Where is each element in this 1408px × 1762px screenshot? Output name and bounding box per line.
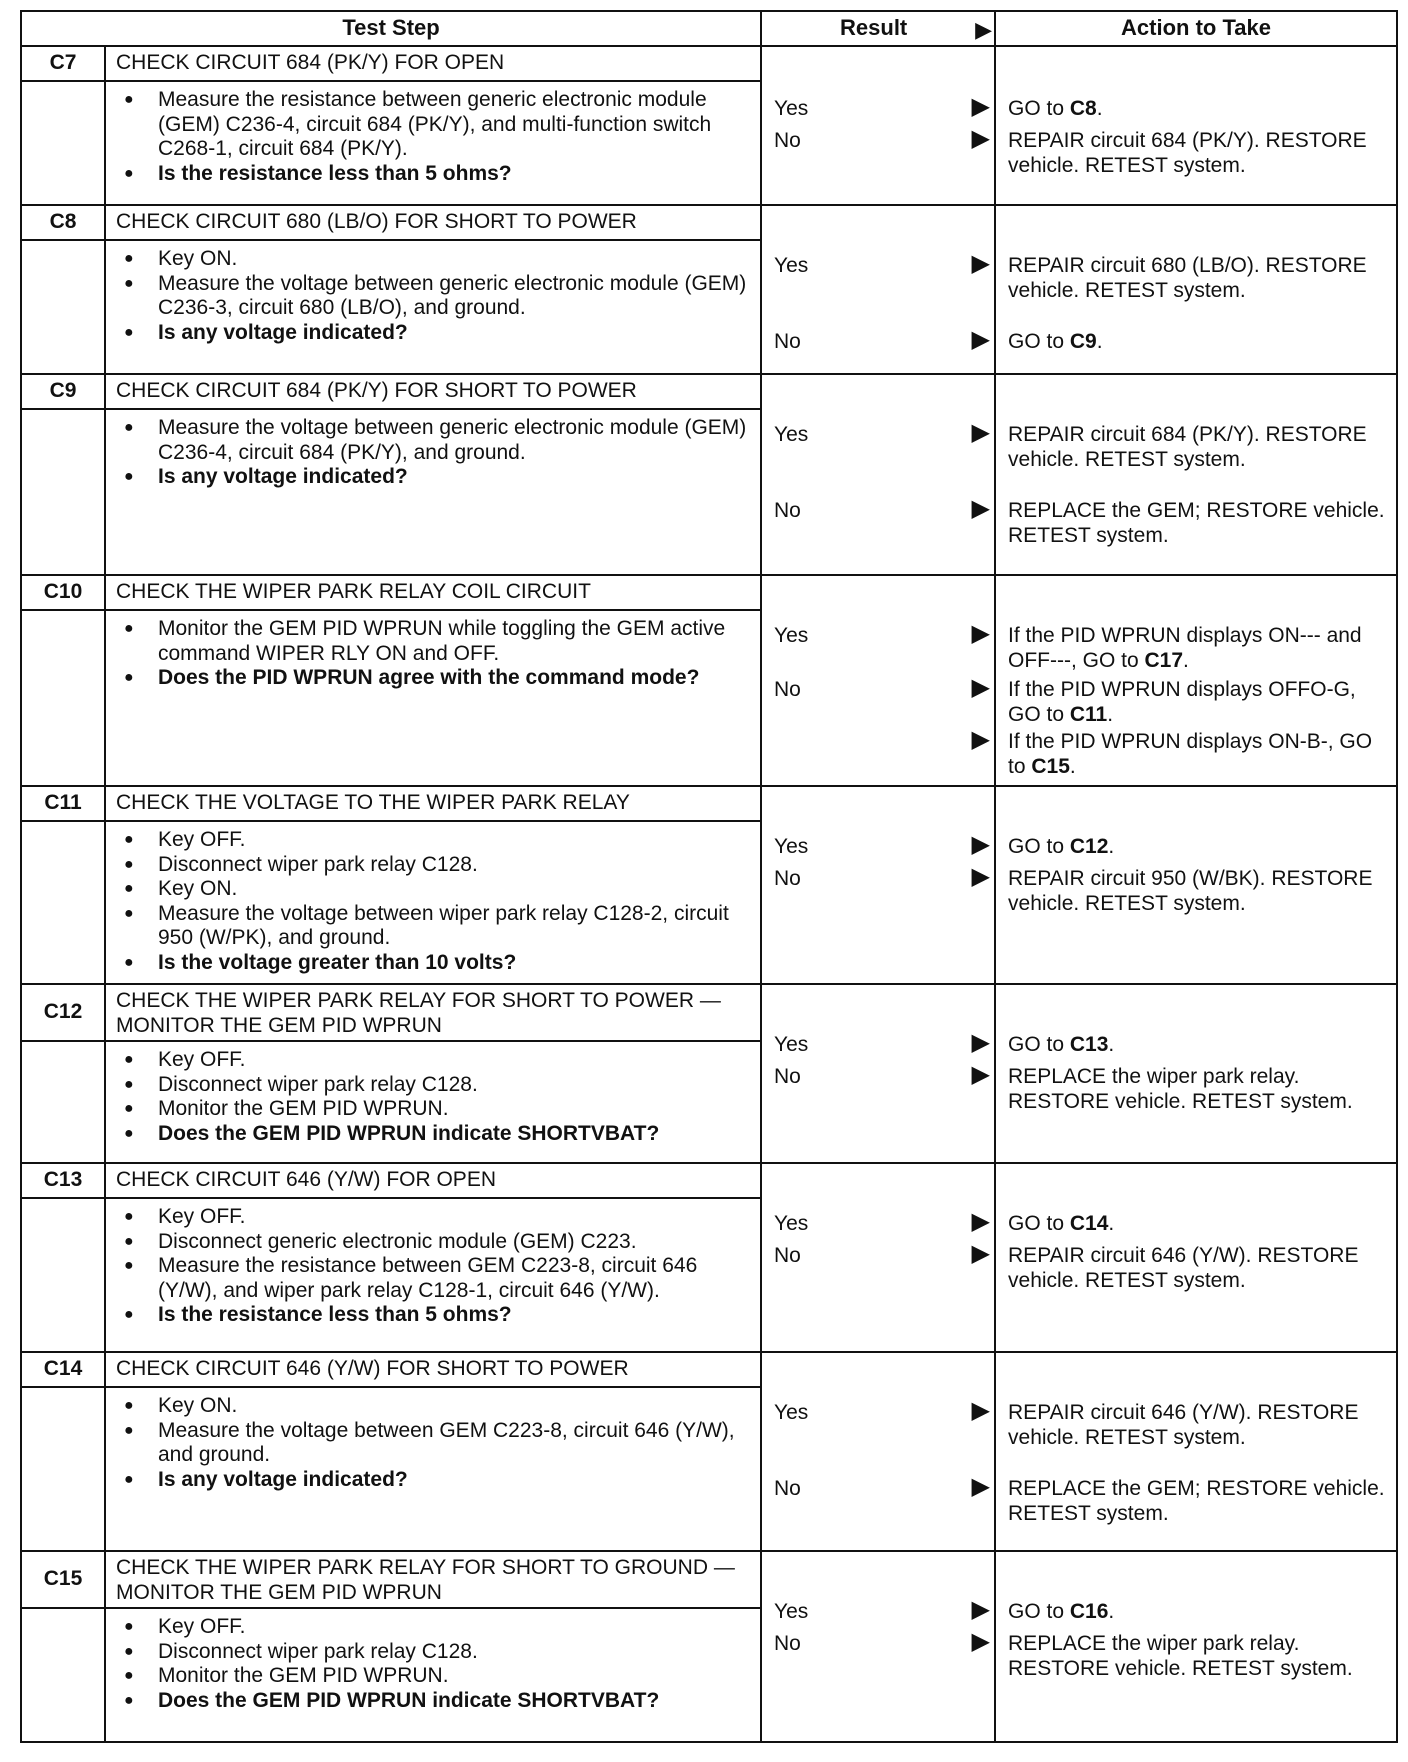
- result-label: Yes: [774, 254, 809, 277]
- procedure-item: ● Key ON.: [124, 1394, 750, 1419]
- action-text: [1008, 835, 1386, 860]
- step-title-row: [21, 205, 1397, 240]
- arrow-right-icon: ▶: [971, 726, 991, 753]
- action-cell: [995, 575, 1397, 786]
- action-instruction: GO to: [1008, 97, 1070, 120]
- procedure-list: [124, 617, 750, 691]
- procedure-question: ● Is the resistance less than 5 ohms?: [124, 162, 750, 187]
- result-cell: [761, 984, 995, 1163]
- arrow-right-icon: ▶: [971, 1397, 991, 1424]
- action-text: [1008, 1065, 1386, 1114]
- action-instruction: REPLACE the GEM; RESTORE vehicle. RETEST system.: [1008, 1477, 1385, 1525]
- action-suffix: .: [1108, 835, 1115, 858]
- action-instruction: REPAIR circuit 684 (PK/Y). RESTORE vehicle. RETEST system.: [1008, 129, 1367, 177]
- step-procedure: [105, 81, 761, 205]
- step-procedure: [105, 409, 761, 575]
- arrow-right-icon: ▶: [971, 125, 991, 152]
- action-cell: [995, 1352, 1397, 1551]
- result-label: Yes: [774, 835, 809, 858]
- action-instruction: REPAIR circuit 646 (Y/W). RESTORE vehicle. RETEST system.: [1008, 1401, 1359, 1449]
- step-id-spacer: [21, 81, 105, 205]
- procedure-item: ● Key OFF.: [124, 828, 750, 853]
- result-label: No: [774, 867, 801, 890]
- result-label: No: [774, 330, 801, 353]
- action-instruction: REPAIR circuit 680 (LB/O). RESTORE vehicle. RETEST system.: [1008, 254, 1367, 302]
- step-id-spacer: [21, 1198, 105, 1352]
- action-instruction: If the PID WPRUN displays ON--- and OFF---, GO to: [1008, 624, 1362, 672]
- arrow-right-icon: ▶: [971, 1061, 991, 1088]
- procedure-item: ● Key OFF.: [124, 1205, 750, 1230]
- arrow-right-icon: ▶: [971, 326, 991, 353]
- step-reference: C11: [1069, 702, 1108, 726]
- step-id: C9: [21, 374, 105, 409]
- action-instruction: REPLACE the wiper park relay. RESTORE vehicle. RETEST system.: [1008, 1632, 1353, 1680]
- step-reference: C16: [1069, 1600, 1109, 1623]
- step-reference: C9: [1069, 330, 1097, 353]
- step-title: CHECK THE WIPER PARK RELAY FOR SHORT TO GROUND — MONITOR THE GEM PID WPRUN: [105, 1551, 761, 1608]
- procedure-list: [124, 828, 750, 975]
- procedure-list: [124, 416, 750, 490]
- action-instruction: GO to: [1008, 330, 1070, 353]
- action-suffix: .: [1108, 1033, 1115, 1056]
- procedure-question: ● Is the resistance less than 5 ohms?: [124, 1303, 750, 1328]
- step-procedure: [105, 1198, 761, 1352]
- action-text: [1008, 1600, 1386, 1625]
- step-id: C13: [21, 1163, 105, 1198]
- action-cell: [995, 984, 1397, 1163]
- action-cell: [995, 1551, 1397, 1742]
- result-cell: [761, 575, 995, 786]
- result-label: No: [774, 1065, 801, 1088]
- step-title-row: [21, 374, 1397, 409]
- procedure-question: ● Is any voltage indicated?: [124, 465, 750, 490]
- procedure-list: [124, 1048, 750, 1146]
- procedure-question: ● Does the GEM PID WPRUN indicate SHORTVBAT?: [124, 1689, 750, 1714]
- result-label: Yes: [774, 1212, 809, 1235]
- action-text: [1008, 1212, 1386, 1237]
- procedure-question: ● Does the GEM PID WPRUN indicate SHORTVBAT?: [124, 1122, 750, 1147]
- result-label: Yes: [774, 423, 809, 446]
- arrow-right-icon: ▶: [971, 1240, 991, 1267]
- action-suffix: .: [1096, 330, 1103, 353]
- result-header-label: Result: [840, 15, 908, 41]
- step-title-row: [21, 786, 1397, 821]
- action-instruction: GO to: [1008, 1600, 1070, 1623]
- arrow-right-icon: ▶: [971, 1473, 991, 1500]
- action-instruction: REPLACE the GEM; RESTORE vehicle. RETEST system.: [1008, 499, 1385, 547]
- result-label: Yes: [774, 1401, 809, 1424]
- action-suffix: .: [1069, 754, 1076, 778]
- arrow-right-icon: ▶: [971, 495, 991, 522]
- step-title: CHECK THE WIPER PARK RELAY COIL CIRCUIT: [105, 575, 761, 610]
- result-label: No: [774, 129, 801, 152]
- action-suffix: .: [1183, 648, 1189, 672]
- action-suffix: .: [1107, 702, 1114, 726]
- step-id-spacer: [21, 1608, 105, 1742]
- diagnostic-page: [20, 10, 1396, 1743]
- action-text: [1008, 129, 1386, 178]
- step-title-row: [21, 46, 1397, 81]
- action-text: [1008, 1033, 1386, 1058]
- step-procedure: [105, 240, 761, 374]
- arrow-right-icon: ▶: [971, 620, 991, 647]
- procedure-item: ● Monitor the GEM PID WPRUN.: [124, 1664, 750, 1689]
- procedure-item: ● Disconnect wiper park relay C128.: [124, 1640, 750, 1665]
- step-id: C8: [21, 205, 105, 240]
- result-cell: [761, 205, 995, 374]
- result-label: Yes: [774, 1600, 809, 1623]
- procedure-list: [124, 247, 750, 345]
- procedure-item: ● Monitor the GEM PID WPRUN.: [124, 1097, 750, 1122]
- action-text: [1008, 423, 1386, 472]
- step-title-row: [21, 984, 1397, 1041]
- step-id: C12: [21, 984, 105, 1041]
- action-cell: [995, 1163, 1397, 1352]
- action-instruction: REPAIR circuit 646 (Y/W). RESTORE vehicle. RETEST system.: [1008, 1244, 1359, 1292]
- step-id-spacer: [21, 1387, 105, 1551]
- result-header: [761, 11, 995, 46]
- arrow-right-icon: ▶: [971, 419, 991, 446]
- procedure-item: ● Key ON.: [124, 247, 750, 272]
- arrow-right-icon: ▶: [971, 1029, 991, 1056]
- result-label: No: [774, 499, 801, 522]
- action-text: [1008, 730, 1386, 779]
- step-reference: C13: [1069, 1033, 1109, 1056]
- step-title: CHECK THE WIPER PARK RELAY FOR SHORT TO POWER — MONITOR THE GEM PID WPRUN: [105, 984, 761, 1041]
- step-procedure: [105, 1387, 761, 1551]
- step-id-spacer: [21, 240, 105, 374]
- arrow-right-icon: ▶: [971, 1596, 991, 1623]
- procedure-list: [124, 1394, 750, 1492]
- action-text: [1008, 254, 1386, 303]
- step-id-spacer: [21, 409, 105, 575]
- result-cell: [761, 374, 995, 575]
- arrow-right-icon: ▶: [971, 831, 991, 858]
- procedure-item: ● Measure the resistance between GEM C223-8, circuit 646 (Y/W), and wiper park relay C128-1, circuit 646 (Y/W).: [124, 1254, 750, 1303]
- step-title-row: [21, 1352, 1397, 1387]
- result-label: Yes: [774, 97, 809, 120]
- action-cell: [995, 786, 1397, 984]
- step-title-row: [21, 1551, 1397, 1608]
- action-text: [1008, 1244, 1386, 1293]
- action-text: [1008, 97, 1386, 122]
- procedure-question: ● Does the PID WPRUN agree with the command mode?: [124, 666, 750, 691]
- result-cell: [761, 1163, 995, 1352]
- result-cell: [761, 1352, 995, 1551]
- arrow-right-icon: ▶: [971, 863, 991, 890]
- table-header-row: [21, 11, 1397, 46]
- arrow-right-icon: ▶: [971, 674, 991, 701]
- step-procedure: [105, 610, 761, 786]
- arrow-right-icon: ▶: [971, 1208, 991, 1235]
- step-title: CHECK THE VOLTAGE TO THE WIPER PARK RELAY: [105, 786, 761, 821]
- arrow-right-icon: ▶: [971, 250, 991, 277]
- action-cell: [995, 205, 1397, 374]
- step-reference: C8: [1069, 97, 1097, 120]
- test-step-header: Test Step: [21, 11, 761, 46]
- arrow-right-icon: ▶: [971, 1628, 991, 1655]
- action-instruction: GO to: [1008, 835, 1070, 858]
- step-id-spacer: [21, 1041, 105, 1163]
- procedure-item: ● Measure the voltage between generic electronic module (GEM) C236-3, circuit 680 (LB/O), and ground.: [124, 272, 750, 321]
- step-id: C14: [21, 1352, 105, 1387]
- procedure-question: ● Is the voltage greater than 10 volts?: [124, 951, 750, 976]
- procedure-item: ● Measure the resistance between generic electronic module (GEM) C236-4, circuit 684 (PK/Y), and multi-function switch C268-1, circuit 684 (PK/Y).: [124, 88, 750, 162]
- action-suffix: .: [1108, 1600, 1115, 1623]
- step-id-spacer: [21, 821, 105, 984]
- step-procedure: [105, 1041, 761, 1163]
- procedure-question: ● Is any voltage indicated?: [124, 321, 750, 346]
- step-title: CHECK CIRCUIT 646 (Y/W) FOR OPEN: [105, 1163, 761, 1198]
- action-text: [1008, 1632, 1386, 1681]
- procedure-item: ● Measure the voltage between GEM C223-8, circuit 646 (Y/W), and ground.: [124, 1419, 750, 1468]
- step-title: CHECK CIRCUIT 684 (PK/Y) FOR SHORT TO POWER: [105, 374, 761, 409]
- procedure-item: ● Key OFF.: [124, 1615, 750, 1640]
- procedure-item: ● Disconnect wiper park relay C128.: [124, 1073, 750, 1098]
- procedure-item: ● Key OFF.: [124, 1048, 750, 1073]
- procedure-item: ● Monitor the GEM PID WPRUN while toggling the GEM active command WIPER RLY ON and OFF.: [124, 617, 750, 666]
- action-text: [1008, 330, 1386, 355]
- action-suffix: .: [1096, 97, 1103, 120]
- procedure-list: [124, 1615, 750, 1713]
- step-id: C11: [21, 786, 105, 821]
- action-header: Action to Take: [995, 11, 1397, 46]
- action-instruction: REPAIR circuit 684 (PK/Y). RESTORE vehicle. RETEST system.: [1008, 423, 1367, 471]
- step-reference: C14: [1069, 1212, 1109, 1235]
- procedure-item: ● Measure the voltage between wiper park relay C128-2, circuit 950 (W/PK), and ground.: [124, 902, 750, 951]
- step-procedure: [105, 821, 761, 984]
- action-cell: [995, 46, 1397, 205]
- action-instruction: If the PID WPRUN displays OFFO-G, GO to: [1008, 678, 1356, 726]
- procedure-item: ● Disconnect generic electronic module (GEM) C223.: [124, 1230, 750, 1255]
- step-title: CHECK CIRCUIT 680 (LB/O) FOR SHORT TO POWER: [105, 205, 761, 240]
- step-procedure: [105, 1608, 761, 1742]
- result-label: No: [774, 1632, 801, 1655]
- action-cell: [995, 374, 1397, 575]
- action-instruction: REPAIR circuit 950 (W/BK). RESTORE vehicle. RETEST system.: [1008, 867, 1373, 915]
- step-title-row: [21, 1163, 1397, 1198]
- action-suffix: .: [1108, 1212, 1115, 1235]
- result-label: No: [774, 1244, 801, 1267]
- step-reference: C12: [1069, 835, 1109, 858]
- result-cell: [761, 46, 995, 205]
- result-label: No: [774, 678, 801, 701]
- action-instruction: If the PID WPRUN displays ON-B-, GO to: [1008, 730, 1373, 778]
- procedure-item: ● Measure the voltage between generic electronic module (GEM) C236-4, circuit 684 (PK/Y), and ground.: [124, 416, 750, 465]
- procedure-list: [124, 88, 750, 186]
- step-id: C10: [21, 575, 105, 610]
- procedure-item: ● Key ON.: [124, 877, 750, 902]
- action-text: [1008, 1477, 1386, 1526]
- procedure-list: [124, 1205, 750, 1328]
- step-reference: C15: [1031, 754, 1070, 778]
- step-id: C15: [21, 1551, 105, 1608]
- result-label: Yes: [774, 624, 809, 647]
- action-text: [1008, 867, 1386, 916]
- procedure-item: ● Disconnect wiper park relay C128.: [124, 853, 750, 878]
- action-instruction: REPLACE the wiper park relay. RESTORE vehicle. RETEST system.: [1008, 1065, 1353, 1113]
- step-reference: C17: [1144, 648, 1184, 672]
- result-cell: [761, 786, 995, 984]
- test-steps-body: [21, 46, 1397, 1742]
- arrow-right-icon: ▶: [971, 93, 991, 120]
- result-cell: [761, 1551, 995, 1742]
- action-text: [1008, 678, 1386, 727]
- step-id-spacer: [21, 610, 105, 786]
- pinpoint-test-table: [20, 10, 1398, 1743]
- action-text: [1008, 624, 1386, 673]
- action-instruction: GO to: [1008, 1033, 1070, 1056]
- procedure-question: ● Is any voltage indicated?: [124, 1468, 750, 1493]
- action-text: [1008, 1401, 1386, 1450]
- result-label: No: [774, 1477, 801, 1500]
- result-label: Yes: [774, 1033, 809, 1056]
- action-text: [1008, 499, 1386, 548]
- arrow-right-icon: ▶: [975, 17, 993, 42]
- action-instruction: GO to: [1008, 1212, 1070, 1235]
- step-title: CHECK CIRCUIT 684 (PK/Y) FOR OPEN: [105, 46, 761, 81]
- step-title-row: [21, 575, 1397, 610]
- step-id: C7: [21, 46, 105, 81]
- step-title: CHECK CIRCUIT 646 (Y/W) FOR SHORT TO POWER: [105, 1352, 761, 1387]
